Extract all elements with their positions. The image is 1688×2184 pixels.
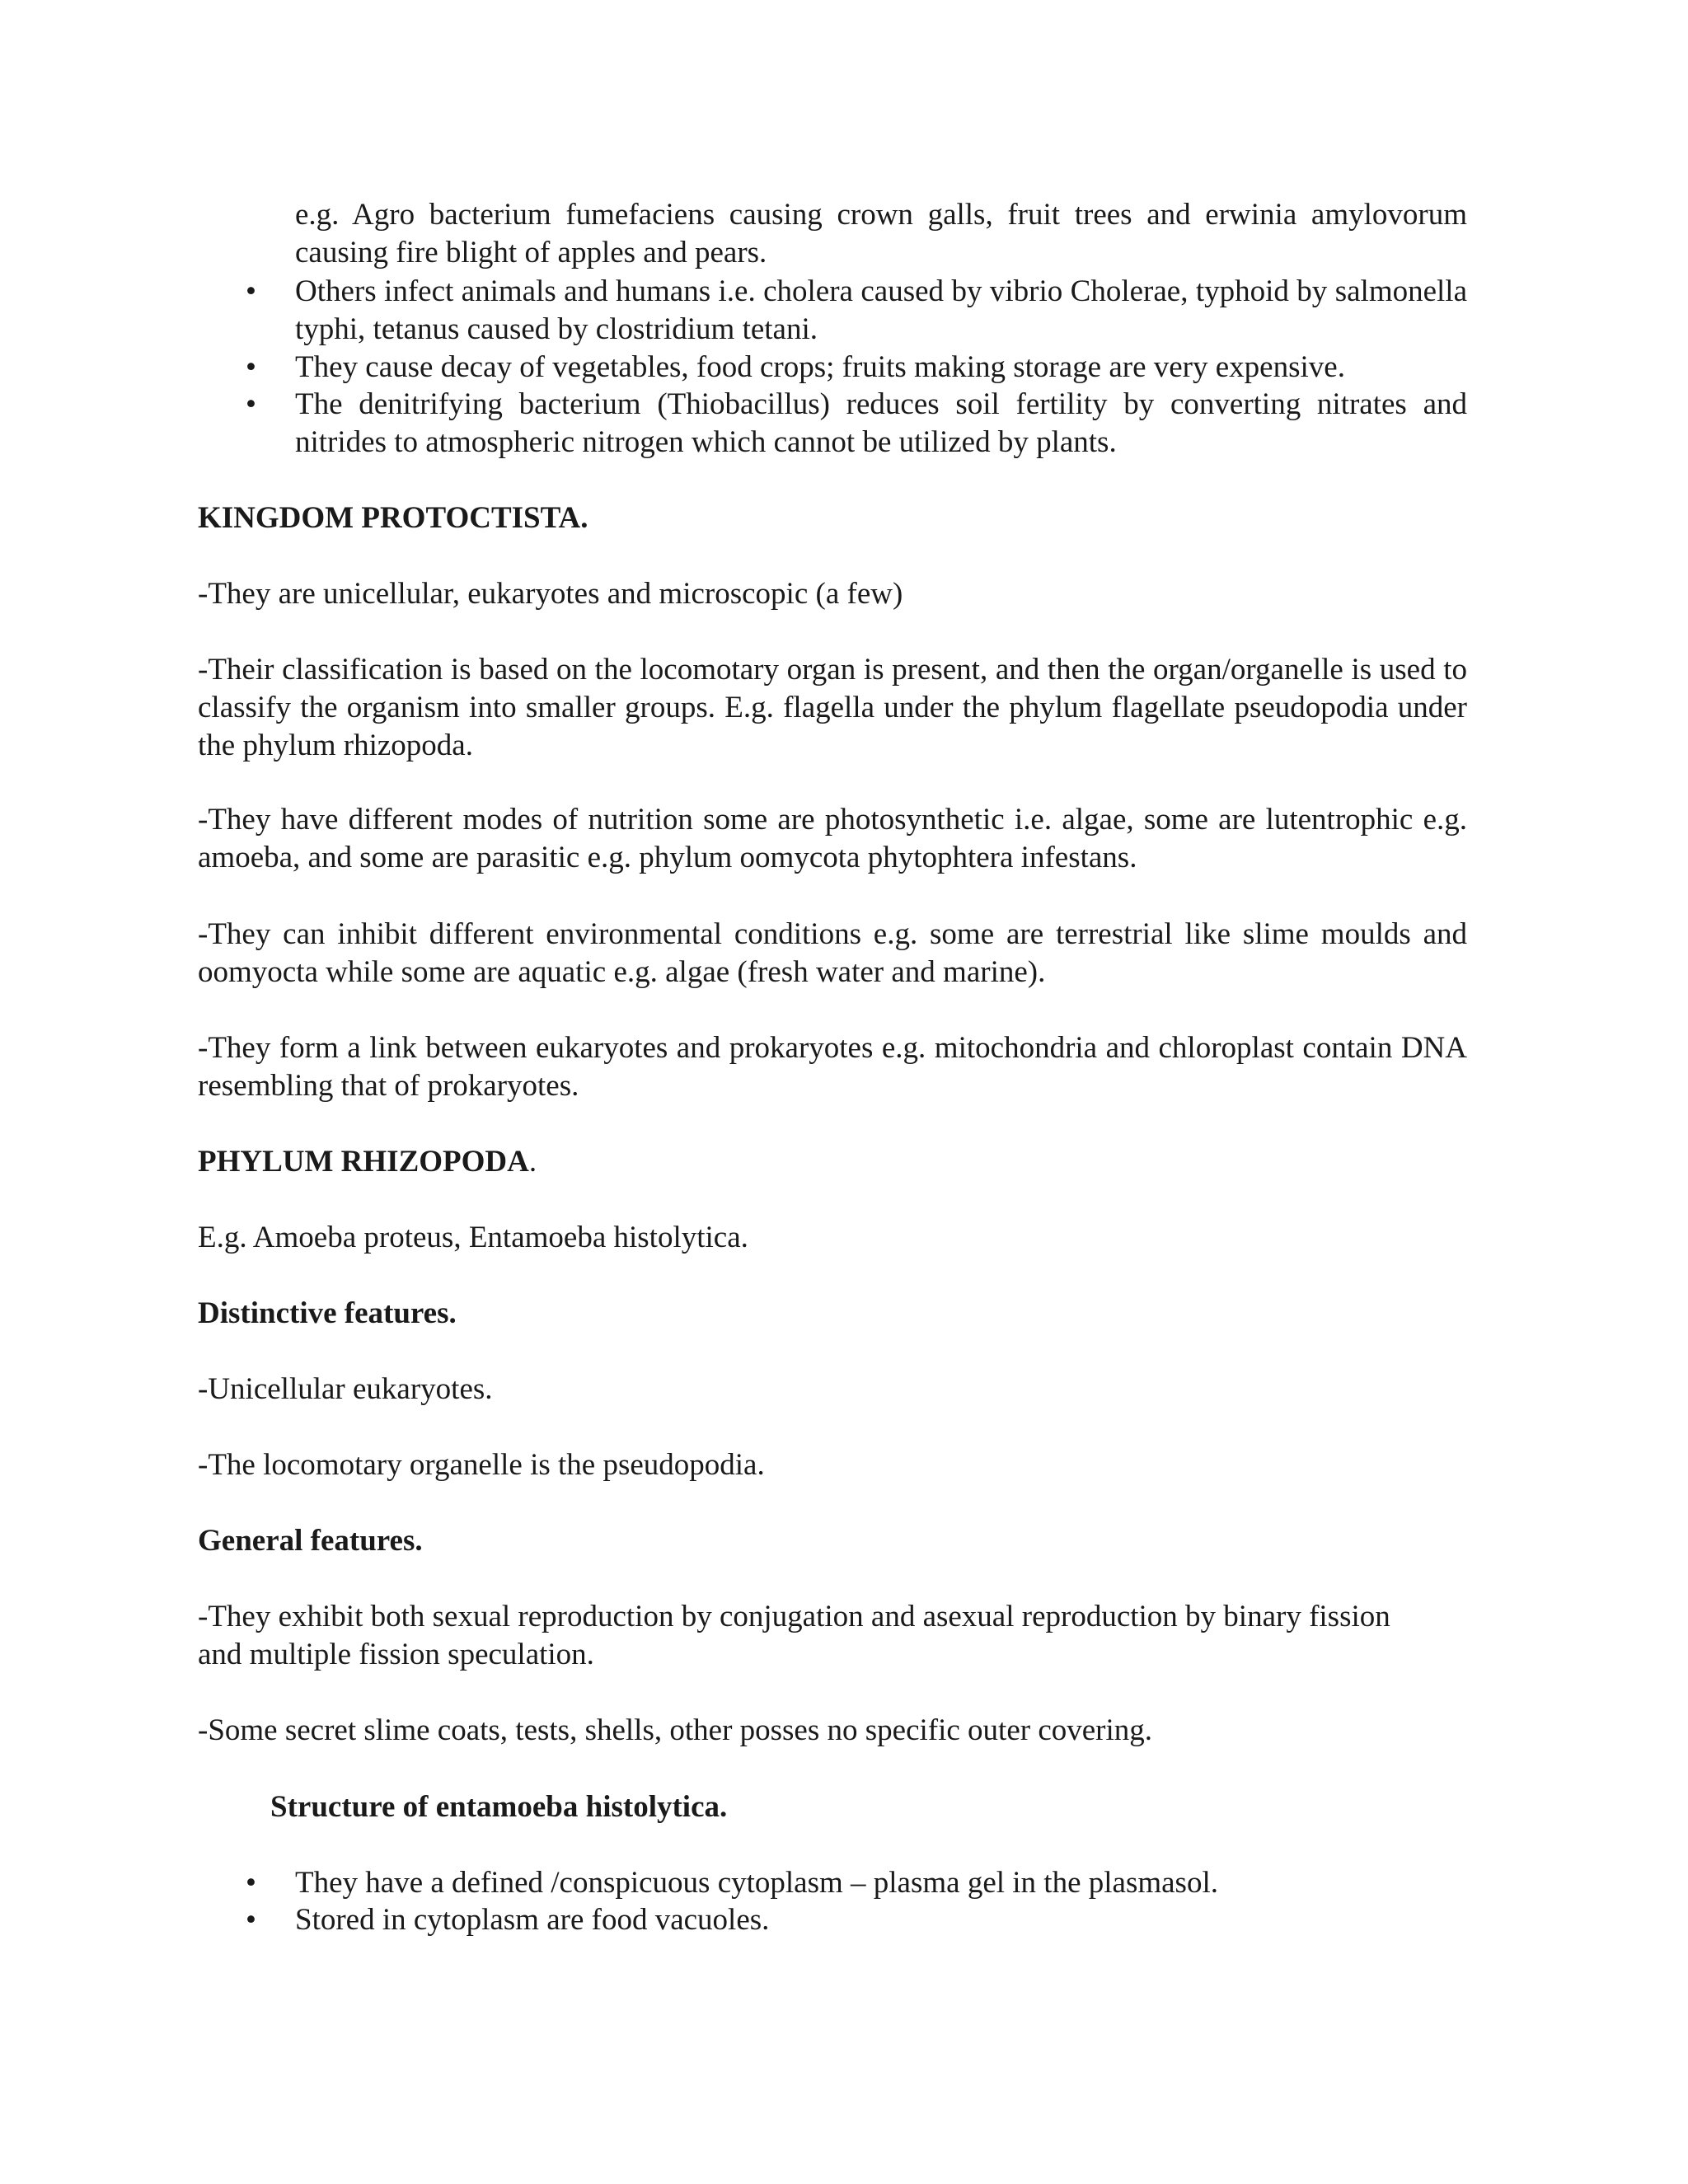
bullet-icon: • <box>246 1903 256 1937</box>
bullet-icon: • <box>246 350 256 384</box>
continuation-paragraph: e.g. Agro bacterium fumefaciens causing crown galls, fruit trees and erwinia amylovorum causing fire blight of apples and pears. <box>295 198 1467 269</box>
bullet-item: They have a defined /conspicuous cytoplasm – plasma gel in the plasmasol. <box>295 1866 1218 1900</box>
example-line: E.g. Amoeba proteus, Entamoeba histolytica. <box>198 1221 748 1254</box>
bullet-item: The denitrifying bacterium (Thiobacillus) reduces soil fertility by converting nitrates and nitrides to atmospheric nitrogen which cannot be utilized by plants. <box>295 387 1467 459</box>
feature-item: -Some secret slime coats, tests, shells, other posses no specific outer covering. <box>198 1713 1153 1747</box>
section-heading: KINGDOM PROTOCTISTA. <box>198 501 588 535</box>
paragraph: -They are unicellular, eukaryotes and microscopic (a few) <box>198 577 903 611</box>
bullet-icon: • <box>246 274 256 308</box>
paragraph: -They have different modes of nutrition some are photosynthetic i.e. algae, some are lutentrophic e.g. amoeba, and some are parasitic e.g. phylum oomycota phytophtera infestans. <box>198 803 1467 874</box>
section-heading-tail: . <box>528 1145 537 1179</box>
bullet-item: Others infect animals and humans i.e. cholera caused by vibrio Cholerae, typhoid by salmonella typhi, tetanus caused by clostridium tetani. <box>295 274 1467 346</box>
subheading: Distinctive features. <box>198 1296 457 1330</box>
paragraph: -They can inhibit different environmental conditions e.g. some are terrestrial like slime moulds and oomyocta while some are aquatic e.g. algae (fresh water and marine). <box>198 917 1467 989</box>
feature-item: -They exhibit both sexual reproduction by conjugation and asexual reproduction by binary fission and multiple fission speculation. <box>198 1600 1390 1671</box>
section-heading <box>198 1143 1467 1181</box>
paragraph: -They form a link between eukaryotes and prokaryotes e.g. mitochondria and chloroplast contain DNA resembling that of prokaryotes. <box>198 1031 1467 1103</box>
bullet-item: Stored in cytoplasm are food vacuoles. <box>295 1903 770 1937</box>
section-heading-bold: PHYLUM RHIZOPODA <box>198 1145 529 1179</box>
subheading: Structure of entamoeba histolytica. <box>270 1790 728 1824</box>
bullet-icon: • <box>246 1866 256 1900</box>
feature-item: -The locomotary organelle is the pseudopodia. <box>198 1448 765 1482</box>
feature-item: -Unicellular eukaryotes. <box>198 1372 493 1406</box>
subheading: General features. <box>198 1524 423 1558</box>
bullet-item: They cause decay of vegetables, food crops; fruits making storage are very expensive. <box>295 350 1345 384</box>
bullet-icon: • <box>246 387 256 421</box>
paragraph: -Their classification is based on the locomotary organ is present, and then the organ/organelle is used to classify the organism into smaller groups. E.g. flagella under the phylum flagellate pseudopodia under the phylum rhizopoda. <box>198 653 1467 762</box>
